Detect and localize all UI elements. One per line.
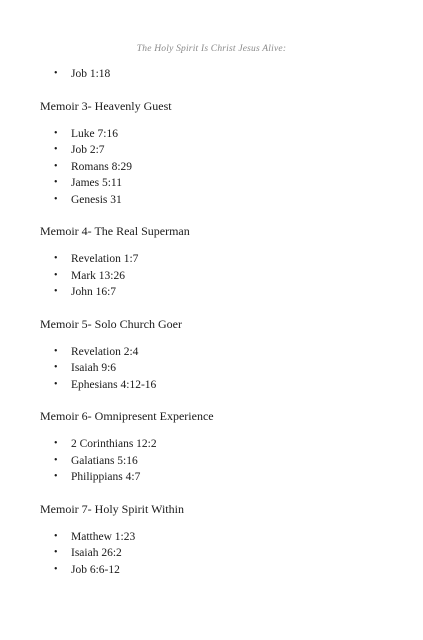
- section-heading-memoir-3: Memoir 3- Heavenly Guest: [40, 98, 172, 113]
- reference-item: • Isaiah 9:6: [40, 360, 393, 377]
- reference-item: • James 5:11: [40, 175, 393, 192]
- reference-item: • Romans 8:29: [40, 159, 393, 176]
- reference-item: • Isaiah 26:2: [40, 545, 393, 562]
- section-heading-memoir-7: Memoir 7- Holy Spirit Within: [40, 501, 184, 516]
- reference-item: • 2 Corinthians 12:2: [40, 436, 393, 453]
- intro-reference-list: [40, 66, 393, 83]
- reference-item: • Ephesians 4:12-16: [40, 377, 393, 394]
- reference-item: • Mark 13:26: [40, 268, 393, 285]
- reference-item: • Matthew 1:23: [40, 529, 393, 546]
- reference-item: • Luke 7:16: [40, 126, 393, 143]
- reference-list-memoir-3: [40, 126, 393, 209]
- reference-list-memoir-4: [40, 251, 393, 301]
- section-heading-memoir-6: Memoir 6- Omnipresent Experience: [40, 409, 214, 423]
- running-header: The Holy Spirit Is Christ Jesus Alive:: [136, 44, 287, 54]
- reference-list-memoir-6: [40, 436, 393, 486]
- reference-list-memoir-7: [40, 529, 393, 579]
- reference-item: • Job 2:7: [40, 142, 393, 159]
- section-heading-memoir-4: Memoir 4- The Real Superman: [40, 224, 190, 238]
- reference-item: • Revelation 1:7: [40, 251, 393, 268]
- reference-item: • Genesis 31: [40, 192, 393, 209]
- reference-item: • Galatians 5:16: [40, 453, 393, 470]
- reference-item: • Job 1:18: [40, 66, 393, 83]
- reference-item: • Job 6:6-12: [40, 562, 393, 579]
- reference-item: • Philippians 4:7: [40, 469, 393, 486]
- reference-item: • John 16:7: [40, 284, 393, 301]
- section-heading-memoir-5: Memoir 5- Solo Church Goer: [40, 316, 182, 331]
- page-content: [40, 66, 393, 578]
- reference-list-memoir-5: [40, 344, 393, 394]
- reference-item: • Revelation 2:4: [40, 344, 393, 361]
